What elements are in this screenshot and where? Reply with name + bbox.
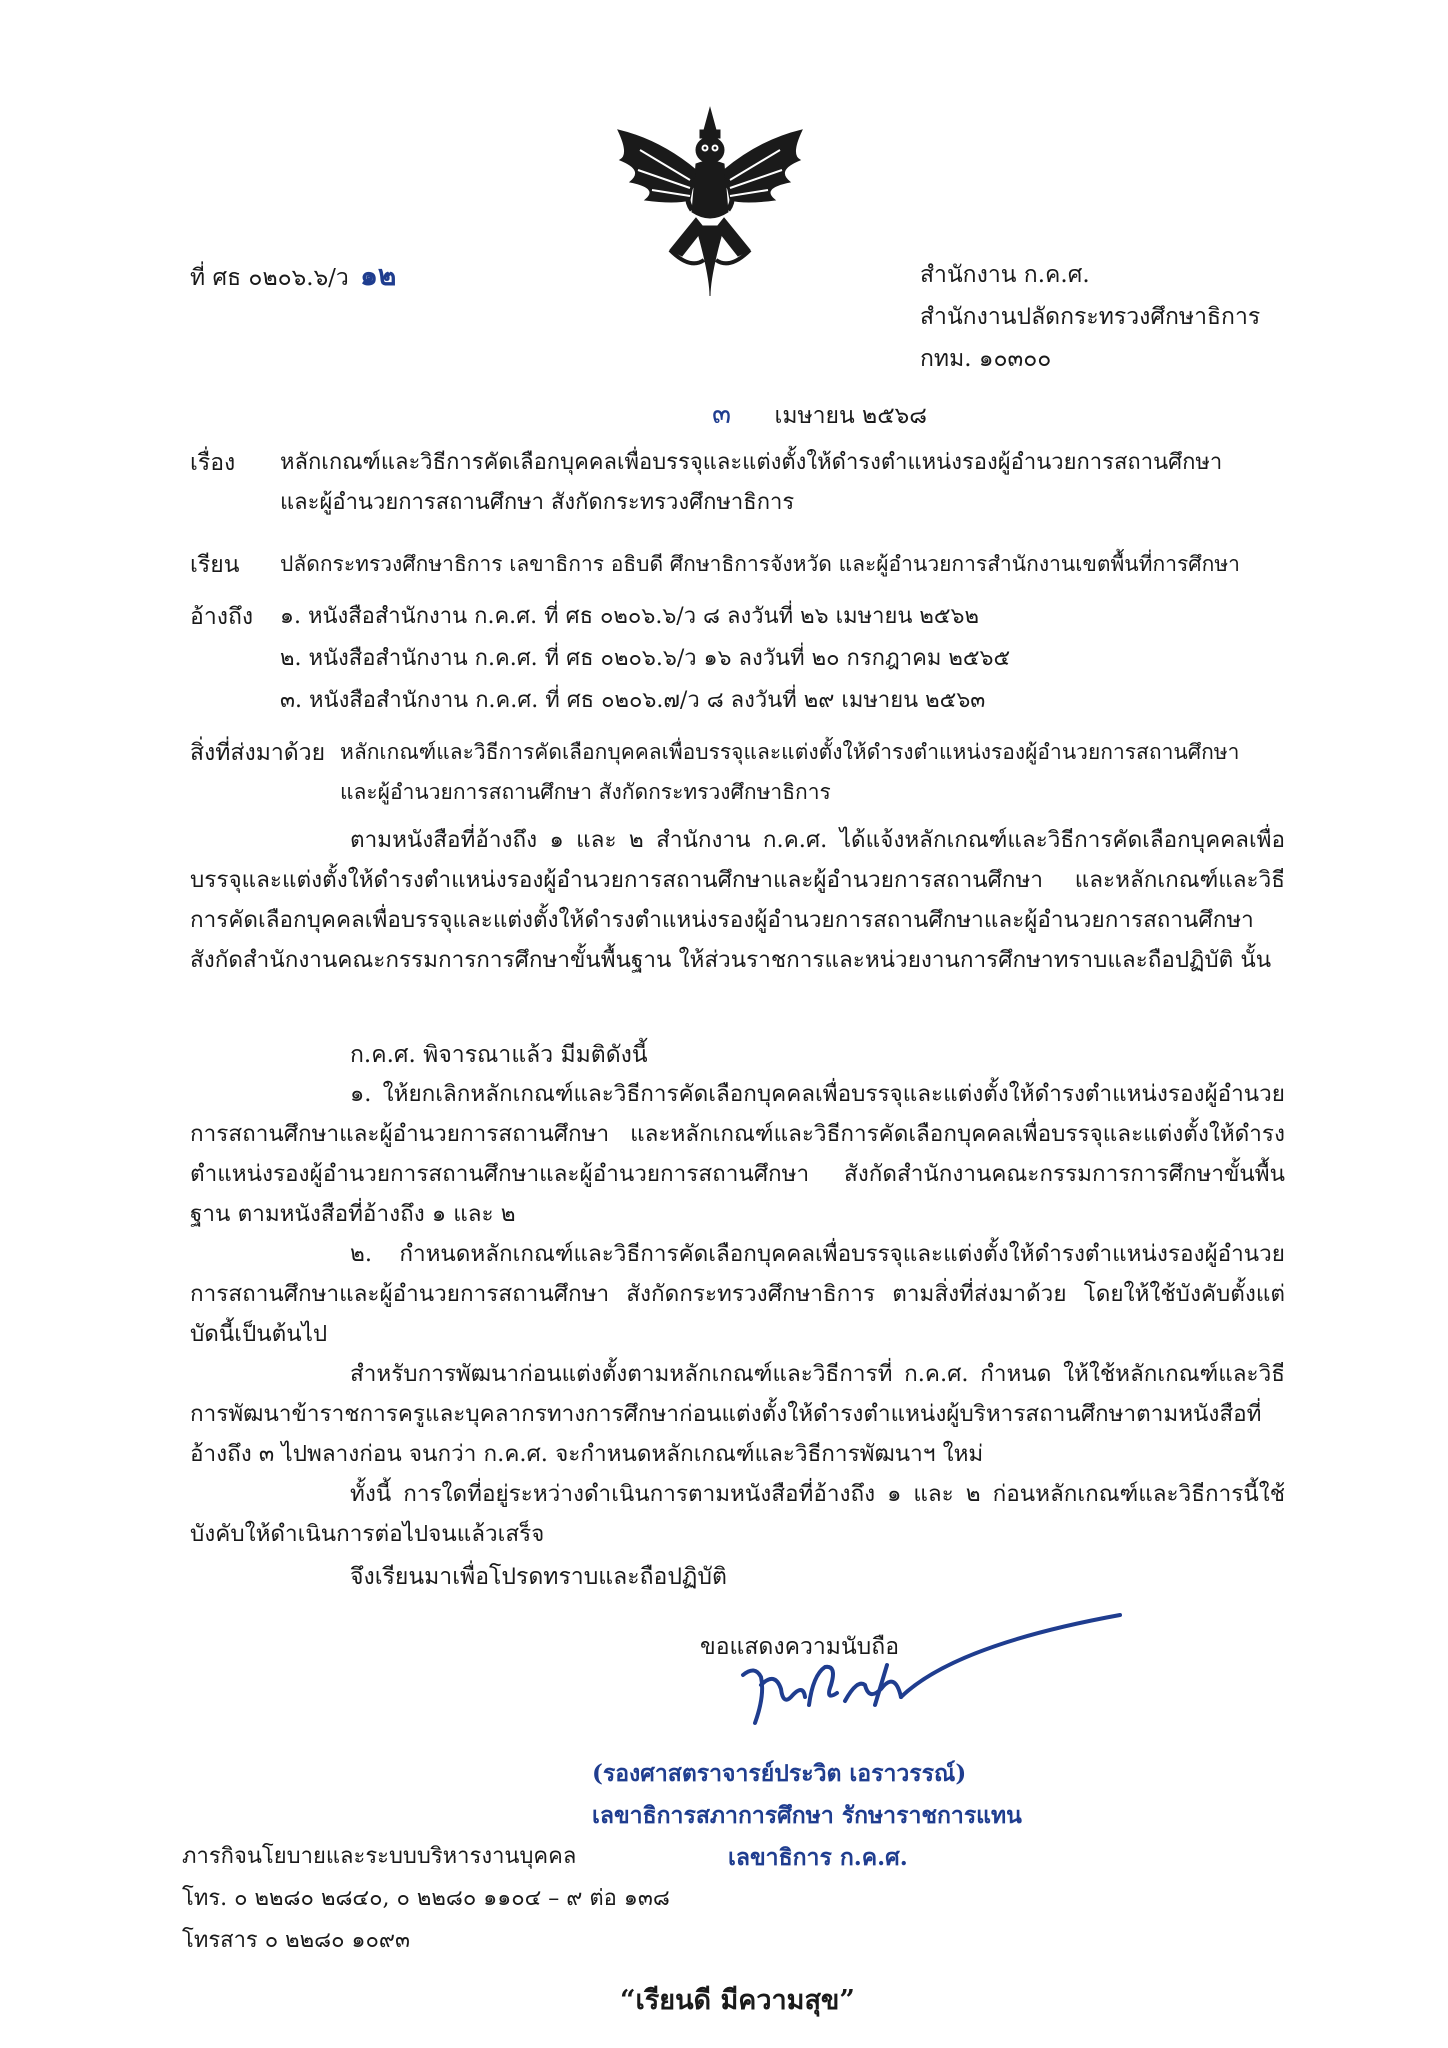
body-paragraph-6: [190, 1474, 1285, 1554]
footer-slogan: “เรียนดี มีความสุข”: [620, 1985, 855, 2016]
footer-phone: โทร. ๐ ๒๒๘๐ ๒๘๔๐, ๐ ๒๒๘๐ ๑๑๐๔ – ๙ ต่อ ๑๓๘: [182, 1886, 670, 1911]
signatory-title-line-2: เลขาธิการ ก.ค.ศ.: [728, 1844, 908, 1871]
date-day-handwritten: ๓: [712, 397, 732, 430]
body-paragraph-3-text: ๑. ให้ยกเลิกหลักเกณฑ์และวิธีการคัดเลือกบุคคลเพื่อบรรจุและแต่งตั้งให้ดำรงตำแหน่งรองผู้อำนวยการสถานศึกษาและผู้อำนวยการสถานศึกษา และหลักเกณฑ์และวิธีการคัดเลือกบุคคลเพื่อบรรจุและแต่งตั้งให้ดำรงตำแหน่งรองผู้อำนวยการสถานศึกษาและผู้อำนวยการสถานศึกษา สังกัดสำนักงานคณะกรรมการการศึกษาขั้นพื้นฐาน ตามหนังสือที่อ้างถึง ๑ และ ๒: [190, 1081, 1285, 1227]
signature-salutation: ขอแสดงความนับถือ: [700, 1634, 900, 1660]
sender-line-1: สำนักงาน ก.ค.ศ.: [920, 262, 1090, 288]
subject-label: เรื่อง: [190, 450, 236, 476]
reference-item-3: ๓. หนังสือสำนักงาน ก.ค.ศ. ที่ ศธ ๐๒๐๖.๗/ว ๘ ลงวันที่ ๒๙ เมษายน ๒๕๖๓: [280, 688, 986, 713]
body-paragraph-4: [190, 1234, 1285, 1354]
doc-number-prefix: ที่ ศธ ๐๒๐๖.๖/ว: [190, 265, 349, 291]
enclosure-line-2: และผู้อำนวยการสถานศึกษา สังกัดกระทรวงศึกษาธิการ: [340, 780, 831, 804]
body-paragraph-3: [190, 1074, 1285, 1234]
closing-request: จึงเรียนมาเพื่อโปรดทราบและถือปฏิบัติ: [350, 1564, 727, 1590]
date-month-year: เมษายน ๒๕๖๘: [774, 403, 927, 429]
sender-line-3: กทม. ๑๐๓๐๐: [920, 346, 1052, 372]
date-line: [712, 397, 927, 430]
subject-line-1: หลักเกณฑ์และวิธีการคัดเลือกบุคคลเพื่อบรรจุและแต่งตั้งให้ดำรงตำแหน่งรองผู้อำนวยการสถานศึกษา: [280, 450, 1223, 475]
doc-number: [190, 259, 397, 292]
enclosure-label: สิ่งที่ส่งมาด้วย: [190, 740, 326, 766]
body-paragraph-4-text: ๒. กำหนดหลักเกณฑ์และวิธีการคัดเลือกบุคคลเพื่อบรรจุและแต่งตั้งให้ดำรงตำแหน่งรองผู้อำนวยการสถานศึกษาและผู้อำนวยการสถานศึกษา สังกัดกระทรวงศึกษาธิการ ตามสิ่งที่ส่งมาด้วย โดยให้ใช้บังคับตั้งแต่บัดนี้เป็นต้นไป: [190, 1241, 1285, 1347]
garuda-emblem-icon: [600, 100, 820, 300]
handwritten-signature-icon: [725, 1605, 1125, 1745]
signatory-title-line-1: เลขาธิการสภาการศึกษา รักษาราชการแทน: [592, 1802, 1022, 1829]
body-paragraph-1-text: ตามหนังสือที่อ้างถึง ๑ และ ๒ สำนักงาน ก.ค.ศ. ได้แจ้งหลักเกณฑ์และวิธีการคัดเลือกบุคคลเพื่อบรรจุและแต่งตั้งให้ดำรงตำแหน่งรองผู้อำนวยการสถานศึกษาและผู้อำนวยการสถานศึกษา และหลักเกณฑ์และวิธีการคัดเลือกบุคคลเพื่อบรรจุและแต่งตั้งให้ดำรงตำแหน่งรองผู้อำนวยการสถานศึกษาและผู้อำนวยการสถานศึกษา สังกัดสำนักงานคณะกรรมการการศึกษาขั้นพื้นฐาน ให้ส่วนราชการและหน่วยงานการศึกษาทราบและถือปฏิบัติ นั้น: [190, 827, 1285, 973]
references-label: อ้างถึง: [190, 604, 254, 630]
to-label: เรียน: [190, 552, 240, 578]
body-paragraph-1: [190, 820, 1285, 980]
to-text: ปลัดกระทรวงศึกษาธิการ เลขาธิการ อธิบดี ศึกษาธิการจังหวัด และผู้อำนวยการสำนักงานเขตพื้นที่การศึกษา: [280, 552, 1240, 576]
sender-line-2: สำนักงานปลัดกระทรวงศึกษาธิการ: [920, 304, 1261, 330]
footer-department: ภารกิจนโยบายและระบบบริหารงานบุคคล: [182, 1844, 577, 1869]
reference-item-2: ๒. หนังสือสำนักงาน ก.ค.ศ. ที่ ศธ ๐๒๐๖.๖/ว ๑๖ ลงวันที่ ๒๐ กรกฎาคม ๒๕๖๕: [280, 646, 1011, 671]
enclosure-line-1: หลักเกณฑ์และวิธีการคัดเลือกบุคคลเพื่อบรรจุและแต่งตั้งให้ดำรงตำแหน่งรองผู้อำนวยการสถานศึกษา: [340, 740, 1240, 764]
body-paragraph-2: ก.ค.ศ. พิจารณาแล้ว มีมติดังนี้: [350, 1042, 648, 1068]
subject-line-2: และผู้อำนวยการสถานศึกษา สังกัดกระทรวงศึกษาธิการ: [280, 490, 795, 515]
signatory-name: (รองศาสตราจารย์ประวิต เอราวรรณ์): [592, 1760, 967, 1787]
doc-number-handwritten: ๑๒: [360, 259, 397, 292]
body-paragraph-6-text: ทั้งนี้ การใดที่อยู่ระหว่างดำเนินการตามหนังสือที่อ้างถึง ๑ และ ๒ ก่อนหลักเกณฑ์และวิธีการนี้ใช้บังคับให้ดำเนินการต่อไปจนแล้วเสร็จ: [190, 1481, 1285, 1547]
footer-fax: โทรสาร ๐ ๒๒๘๐ ๑๐๙๓: [182, 1928, 411, 1953]
body-paragraph-5: [190, 1354, 1285, 1474]
body-paragraph-5-text: สำหรับการพัฒนาก่อนแต่งตั้งตามหลักเกณฑ์และวิธีการที่ ก.ค.ศ. กำหนด ให้ใช้หลักเกณฑ์และวิธีการพัฒนาข้าราชการครูและบุคลากรทางการศึกษาก่อนแต่งตั้งให้ดำรงตำแหน่งผู้บริหารสถานศึกษาตามหนังสือที่อ้างถึง ๓ ไปพลางก่อน จนกว่า ก.ค.ศ. จะกำหนดหลักเกณฑ์และวิธีการพัฒนาฯ ใหม่: [190, 1361, 1285, 1467]
reference-item-1: ๑. หนังสือสำนักงาน ก.ค.ศ. ที่ ศธ ๐๒๐๖.๖/ว ๘ ลงวันที่ ๒๖ เมษายน ๒๕๖๒: [280, 604, 979, 629]
